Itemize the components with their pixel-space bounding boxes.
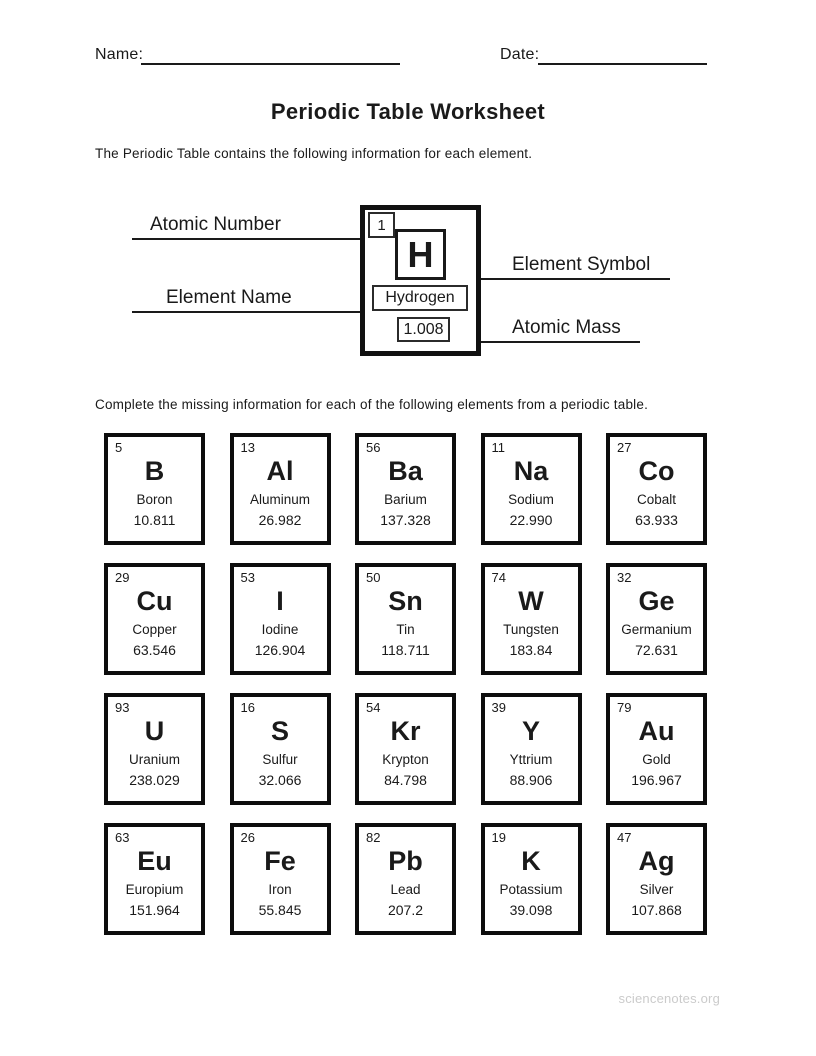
element-symbol: Ge (638, 586, 675, 616)
atomic-number: 11 (491, 440, 505, 455)
element-symbol: Ag (638, 846, 675, 876)
element-name: Europium (125, 882, 184, 897)
element-name-line (132, 311, 373, 313)
atomic-mass: 10.811 (133, 512, 176, 528)
atomic-number: 13 (240, 440, 255, 455)
atomic-number: 26 (240, 830, 255, 845)
atomic-number: 19 (491, 830, 506, 845)
atomic-number: 93 (115, 700, 130, 715)
page-title: Periodic Table Worksheet (270, 99, 546, 124)
atomic-number: 27 (617, 440, 632, 455)
atomic-number: 63 (115, 830, 130, 845)
atomic-number-label: Atomic Number (150, 214, 281, 235)
element-symbol: W (518, 586, 544, 616)
atomic-mass: 63.933 (635, 512, 678, 528)
atomic-number: 82 (366, 830, 381, 845)
element-name: Boron (136, 492, 173, 507)
atomic-mass: 238.029 (129, 772, 180, 788)
name-label: Name: (95, 46, 144, 63)
element-name-label: Element Name (166, 287, 292, 308)
element-name: Silver (639, 882, 674, 897)
atomic-number-line (132, 238, 368, 240)
atomic-mass: 196.967 (631, 772, 682, 788)
element-card (104, 563, 205, 675)
atomic-mass: 22.990 (509, 512, 553, 528)
element-symbol: Kr (390, 716, 421, 746)
element-name: Tungsten (503, 622, 559, 637)
element-symbol: Sn (388, 586, 423, 616)
footer-credit: sciencenotes.org (618, 991, 720, 1006)
element-symbol: Cu (136, 586, 173, 616)
atomic-mass: 183.84 (509, 642, 553, 658)
element-symbol: Fe (264, 846, 296, 876)
atomic-mass: 84.798 (384, 772, 427, 788)
element-symbol: Al (266, 456, 294, 486)
element-symbol: Y (521, 716, 540, 746)
atomic-number: 79 (617, 700, 632, 715)
atomic-number: 32 (617, 570, 632, 585)
element-card (606, 693, 707, 805)
element-card (104, 823, 205, 935)
atomic-mass: 32.066 (258, 772, 302, 788)
atomic-number: 54 (366, 700, 381, 715)
atomic-mass-label: Atomic Mass (512, 317, 621, 338)
element-name: Barium (384, 492, 427, 507)
atomic-number: 16 (240, 700, 255, 715)
element-card (481, 693, 582, 805)
element-symbol: Co (638, 456, 675, 486)
element-card (230, 433, 331, 545)
element-name: Sodium (508, 492, 554, 507)
element-card (606, 433, 707, 545)
element-card (355, 823, 456, 935)
elements-grid (104, 433, 708, 935)
atomic-mass: 207.2 (387, 902, 424, 918)
element-name: Krypton (382, 752, 429, 767)
intro-text: The Periodic Table contains the following information for each element. (95, 146, 533, 161)
element-card (481, 563, 582, 675)
atomic-mass: 39.098 (509, 902, 553, 918)
atomic-number: 5 (115, 440, 123, 455)
element-symbol: U (144, 716, 165, 746)
element-name: Sulfur (262, 752, 298, 767)
atomic-mass: 72.631 (635, 642, 678, 658)
example-mass-box: 1.008 (397, 317, 450, 342)
atomic-number: 39 (491, 700, 506, 715)
atomic-mass: 55.845 (258, 902, 302, 918)
element-card (230, 563, 331, 675)
atomic-mass: 26.982 (258, 512, 302, 528)
element-name: Gold (642, 752, 671, 767)
element-name: Potassium (499, 882, 563, 897)
element-name: Germanium (621, 622, 692, 637)
element-symbol: Ba (388, 456, 423, 486)
element-symbol: I (276, 586, 284, 616)
atomic-number: 29 (115, 570, 130, 585)
atomic-number: 56 (366, 440, 381, 455)
element-name: Iodine (261, 622, 299, 637)
atomic-mass: 88.906 (509, 772, 553, 788)
instruction-text: Complete the missing information for each of the following elements from a periodic table. (95, 397, 649, 412)
element-name: Uranium (128, 752, 180, 767)
element-anatomy-diagram (0, 0, 816, 380)
atomic-mass: 137.328 (380, 512, 431, 528)
element-card (104, 693, 205, 805)
element-name: Aluminum (249, 492, 311, 507)
atomic-number: 53 (240, 570, 255, 585)
element-card (230, 823, 331, 935)
element-card (230, 693, 331, 805)
example-atomic-number-box: 1 (368, 212, 395, 238)
atomic-number: 47 (617, 830, 632, 845)
element-name: Yttrium (509, 752, 553, 767)
element-card (606, 823, 707, 935)
atomic-mass: 151.964 (129, 902, 180, 918)
atomic-mass: 107.868 (631, 902, 682, 918)
element-card (355, 693, 456, 805)
atomic-mass: 63.546 (133, 642, 176, 658)
element-name: Copper (132, 622, 177, 637)
element-card (355, 433, 456, 545)
date-label: Date: (500, 46, 540, 63)
element-symbol-label: Element Symbol (512, 254, 651, 275)
element-symbol: B (144, 456, 165, 486)
element-symbol: Pb (388, 846, 423, 876)
element-symbol: Au (638, 716, 675, 746)
element-symbol: Eu (137, 846, 172, 876)
element-name: Iron (268, 882, 292, 897)
element-name: Tin (396, 622, 415, 637)
element-name: Lead (390, 882, 421, 897)
example-symbol-box: H (395, 229, 446, 280)
element-symbol: Na (513, 456, 549, 486)
atomic-number: 50 (366, 570, 381, 585)
element-card (355, 563, 456, 675)
element-card (481, 823, 582, 935)
atomic-mass: 126.904 (254, 642, 306, 658)
element-symbol: S (270, 716, 289, 746)
element-name: Cobalt (636, 492, 677, 507)
element-card (606, 563, 707, 675)
element-card (104, 433, 205, 545)
atomic-number: 74 (491, 570, 506, 585)
example-name-box: Hydrogen (372, 285, 468, 311)
element-symbol: K (521, 846, 541, 876)
element-card (481, 433, 582, 545)
atomic-mass: 118.711 (381, 642, 430, 658)
